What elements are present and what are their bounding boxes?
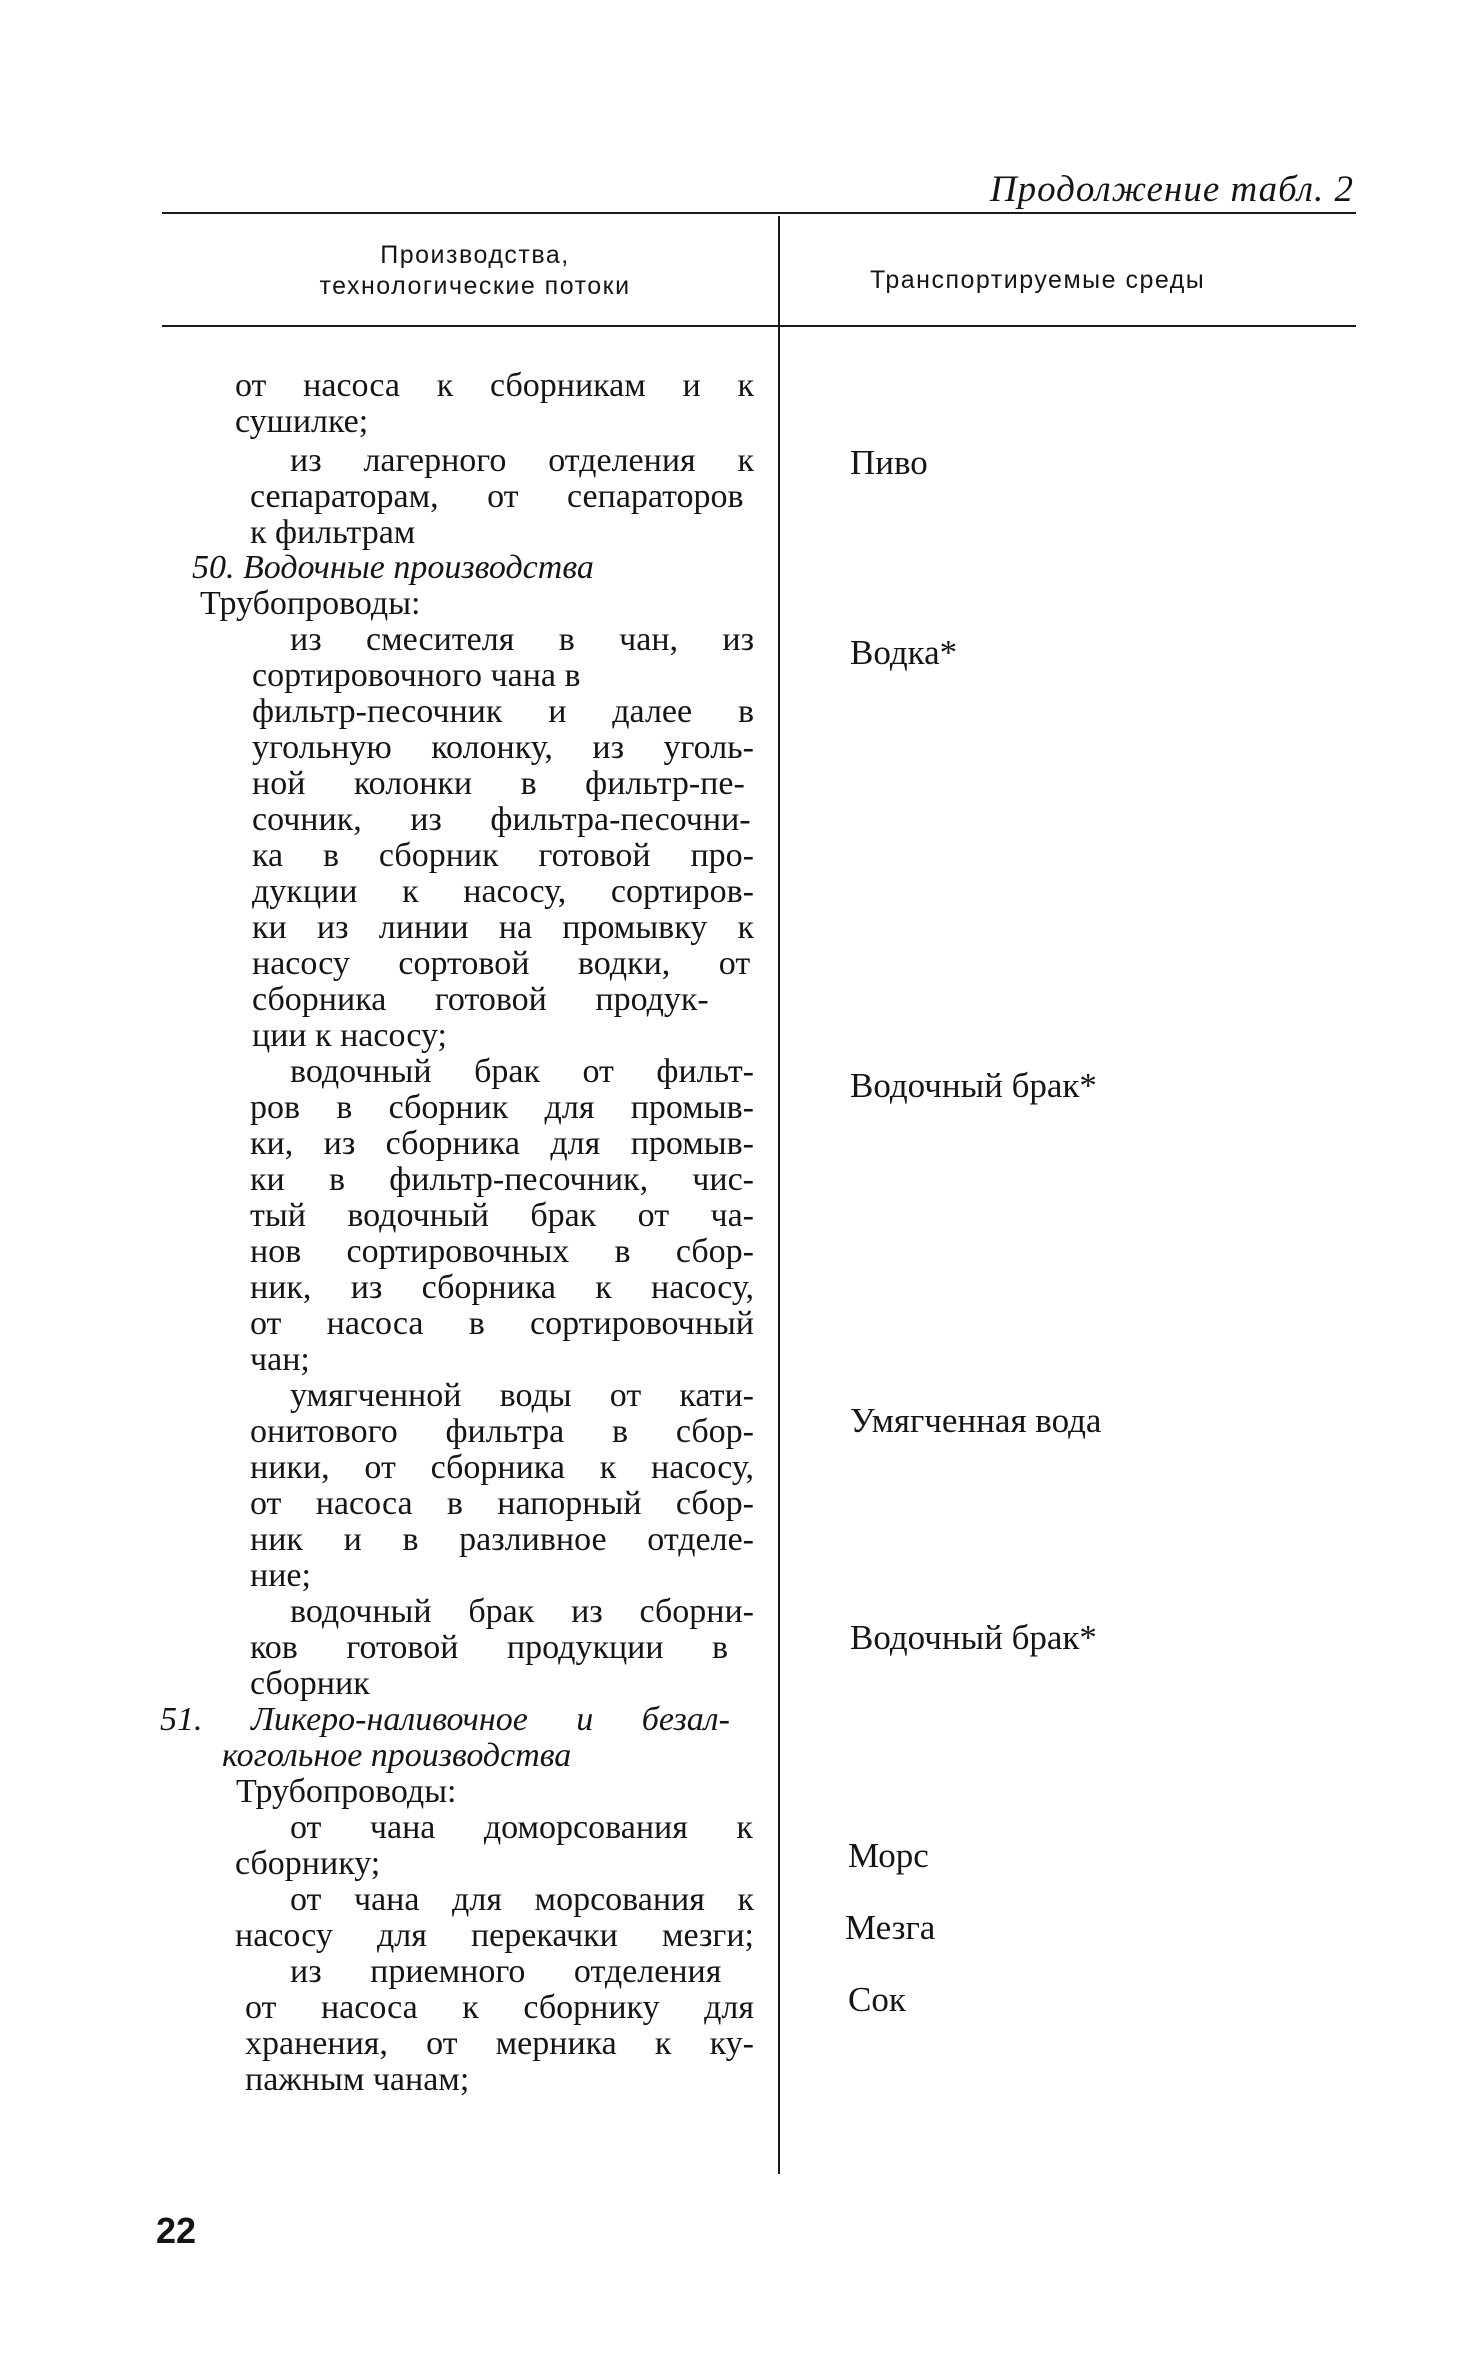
medium-softened-water: Умягченная вода [850,1401,1102,1440]
production-text-line: нов сортировочных в сбор- [250,1233,754,1270]
production-text-line: сборнику; [235,1845,381,1882]
header-bottom-rule [162,325,1356,327]
production-text-line: умягченной воды от кати- [290,1377,754,1414]
production-text-line: из лагерного отделения к [290,442,754,479]
production-text-line: ник и в разливное отделе- [250,1521,754,1558]
production-text-line: насосу для перекачки мезги; [235,1917,754,1954]
production-text-line: сочник, из фильтра-песочни- [252,801,751,838]
medium-beer: Пиво [850,443,928,482]
production-text-line: 51. Ликеро-наливочное и безал- [160,1701,730,1738]
medium-vodka-reject-1: Водочный брак* [850,1066,1097,1105]
production-text-line: к фильтрам [250,514,416,551]
production-text-line: сепараторам, от сепараторов [250,478,744,515]
production-text-line: ной колонки в фильтр-пе- [252,765,745,802]
production-text-line: хранения, от мерника к ку- [245,2025,754,2062]
production-text-line: из приемного отделения [290,1953,722,1990]
medium-mors: Морс [848,1836,929,1875]
production-text-line: 50. Водочные производства [192,549,594,586]
production-text-line: чан; [250,1341,310,1378]
production-text-line: от чана доморсования к [290,1809,753,1846]
production-text-line: от насоса в сортировочный [250,1305,754,1342]
production-text-line: сборника готовой продук- [252,981,709,1018]
production-text-line: дукции к насосу, сортиров- [252,873,754,910]
production-text-line: ки, из сборника для промыв- [250,1125,754,1162]
production-text-line: ции к насосу; [252,1017,447,1054]
medium-mezga: Мезга [845,1908,936,1947]
production-text-line: насосу сортовой водки, от [252,945,751,982]
production-text-line: Трубопроводы: [200,585,421,622]
production-text-line: ние; [250,1557,311,1594]
header-transported-media: Транспортируемые среды [870,266,1206,294]
production-text-line: Трубопроводы: [236,1773,457,1810]
medium-vodka-reject-2: Водочный брак* [850,1618,1097,1657]
production-text-line: от насоса к сборнику для [245,1989,754,2026]
production-text-line: онитового фильтра в сбор- [250,1413,754,1450]
production-text-line: ники, от сборника к насосу, [250,1449,754,1486]
table-top-rule [162,212,1356,214]
page-number: 22 [156,2210,197,2251]
production-text-line: ка в сборник готовой про- [252,837,754,874]
production-text-line: от насоса к сборникам и к [235,367,754,404]
medium-juice: Сок [848,1980,906,2019]
production-text-line: от насоса в напорный сбор- [250,1485,754,1522]
production-text-line: фильтр-песочник и далее в [252,693,754,730]
header-productions [240,240,710,302]
table-continuation-caption: Продолжение табл. 2 [989,169,1354,210]
production-text-line: ки в фильтр-песочник, чис- [250,1161,754,1198]
production-text-line: тый водочный брак от ча- [250,1197,754,1234]
header-productions-line1: Производства, [380,241,570,269]
production-text-line: угольную колонку, из уголь- [252,729,754,766]
production-text-line: ник, из сборника к насосу, [250,1269,754,1306]
medium-vodka: Водка* [850,633,958,672]
production-text-line: из смесителя в чан, из [290,621,754,658]
production-text-line: когольное производства [222,1737,572,1774]
production-text-line: ков готовой продукции в [250,1629,729,1666]
production-text-line: сборник [250,1665,370,1702]
production-text-line: ров в сборник для промыв- [250,1089,754,1126]
production-text-line: от чана для морсования к [290,1881,754,1918]
production-text-line: пажным чанам; [245,2061,470,2098]
production-text-line: водочный брак из сборни- [290,1593,754,1630]
production-text-line: ки из линии на промывку к [252,909,754,946]
production-text-line: сушилке; [235,403,369,440]
production-text-line: водочный брак от фильт- [290,1053,754,1090]
production-text-line: сортировочного чана в [252,657,581,694]
column-divider [778,216,780,2174]
header-productions-line2: технологические потоки [319,272,631,300]
